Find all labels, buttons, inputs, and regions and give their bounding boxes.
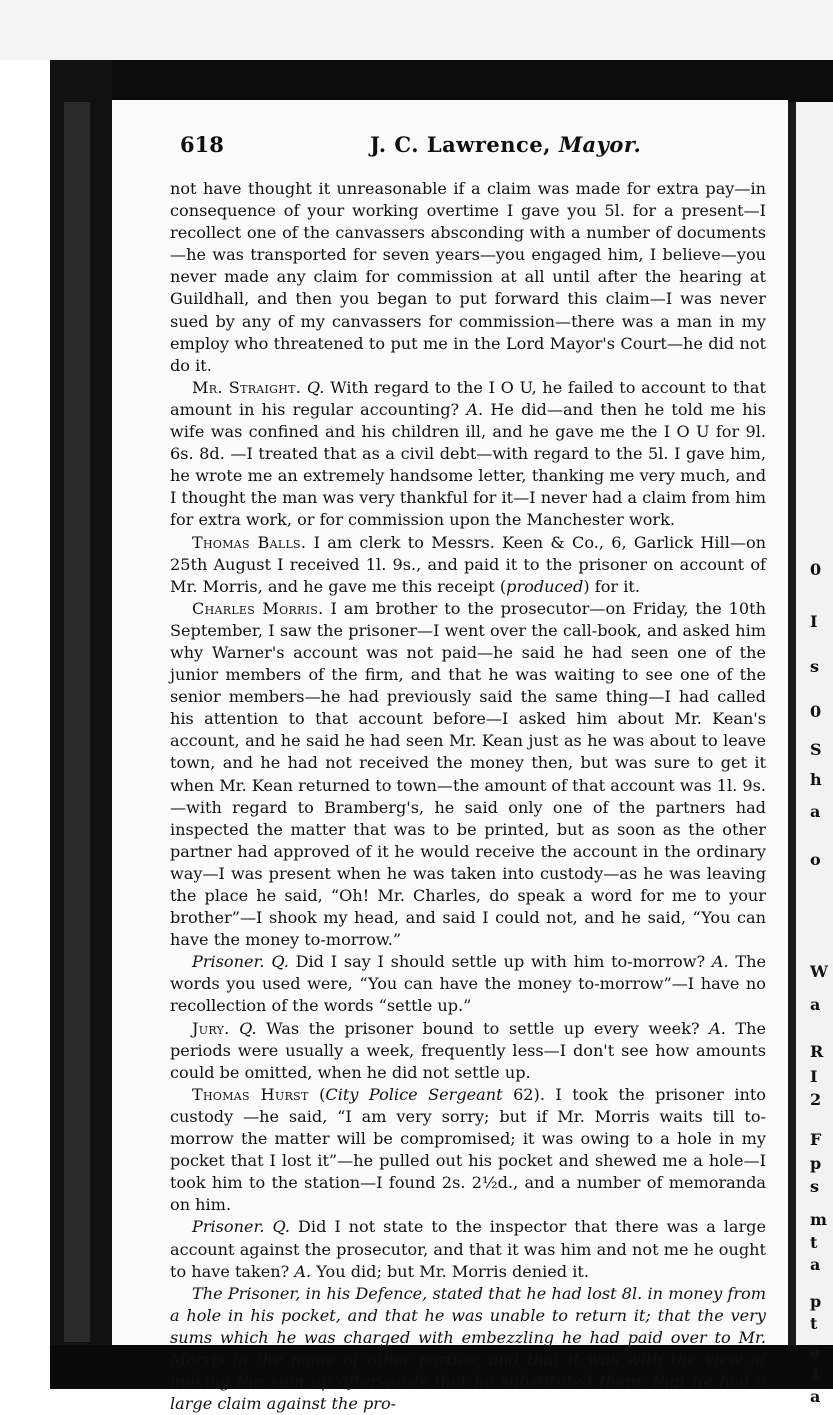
adjacent-page-char: a	[810, 802, 821, 821]
testimony-text: I am clerk to Messrs. Keen & Co., 6, Garlick Hill—on 25th August I received 1l. 9s., and paid it to the prisoner on account of Mr. Morris, and he gave me this receipt (	[170, 532, 767, 596]
badge-number: 62	[513, 1084, 534, 1104]
adjacent-page-char: t	[810, 1314, 818, 1333]
question-marker: Q.	[239, 1018, 257, 1038]
answer-marker: A.	[709, 1018, 726, 1038]
adjacent-page-char: I	[810, 1067, 818, 1086]
adjacent-page-char: p	[810, 1154, 822, 1173]
answer-text: The words you used were, “You can have the money to-morrow”—I have no recollection of the words “settle up.”	[170, 952, 767, 1016]
adjacent-page-char: 1	[810, 1364, 822, 1383]
question-marker: Q.	[272, 1217, 291, 1237]
adjacent-page-char: m	[810, 1210, 827, 1229]
adjacent-page-char: a	[810, 1387, 821, 1406]
running-title-name: J. C. Lawrence,	[370, 132, 551, 157]
scan-top-margin	[0, 0, 833, 60]
speaker-name: Mr. Straight.	[192, 377, 302, 397]
answer-text: He did—and then he told me his wife was confined and his children ill, and he gave me the I O U for 9l. 6s. 8d. —I treated that as a civil debt—with regard to the 5l. I gave him, he wrote me an extremely handsome letter, thanking me very much, and I thought the man was very thankful for it—I never had a claim from him for extra work, or for commission upon the Manchester work.	[170, 399, 767, 530]
adjacent-page-char: I	[810, 612, 818, 631]
adjacent-page-char: t	[810, 1233, 818, 1252]
adjacent-page-char: 0	[810, 560, 822, 579]
answer-marker: A.	[294, 1261, 312, 1281]
adjacent-page-char: s	[810, 1177, 820, 1196]
paragraph-4	[170, 598, 766, 952]
speaker-name: Charles Morris.	[192, 598, 324, 618]
speaker-name: Jury.	[192, 1018, 230, 1038]
answer-text: You did; but Mr. Morris denied it.	[316, 1261, 589, 1281]
question-text: Was the prisoner bound to settle up every week?	[266, 1018, 700, 1038]
speaker-name: Prisoner.	[192, 952, 265, 972]
question-text: Did I say I should settle up with him to-morrow?	[295, 952, 706, 972]
paragraph-6	[170, 1018, 766, 1084]
adjacent-page-char: h	[810, 770, 822, 789]
speaker-name: Prisoner.	[192, 1217, 265, 1237]
adjacent-page-char: a	[810, 1342, 821, 1361]
book-spine	[64, 102, 90, 1342]
adjacent-page-char: S	[810, 740, 822, 759]
answer-marker: A.	[466, 399, 484, 419]
adjacent-page-char: 0	[810, 702, 822, 721]
paragraph-3	[170, 532, 766, 598]
page-body	[170, 178, 766, 1415]
question-text: Did I not state to the inspector that there was a large account against the prosecutor, and that it was him and not me he ought to have taken?	[170, 1217, 767, 1281]
adjacent-page-char: a	[810, 995, 821, 1014]
adjacent-page-edge	[796, 102, 833, 1406]
adjacent-page-char: F	[810, 1130, 822, 1149]
scan-frame-top	[50, 60, 833, 102]
paragraph-7: Thomas Hurst (City Police Sergeant 62). I took the prisoner into custody —he said, “I am very sorry; but if Mr. Morris waits till to-morrow the matter will be compromised; it was owing to a hole in my pocket that I lost it”—he pulled out his pocket and shewed me a hole—I took him to the station—I found 2s. 2½d., and a number of memoranda on him.	[170, 1084, 766, 1215]
produced-note: produced	[506, 576, 584, 596]
paragraph-2	[170, 377, 766, 532]
adjacent-page-char: W	[810, 962, 828, 981]
paragraph-1: not have thought it unreasonable if a claim was made for extra pay—in consequence of your working overtime I gave you 5l. for a present—I recollect one of the canvassers absconding with a number of documents—he was transported for seven years—you engaged him, I believe—you never made any claim for commission at all until after the hearing at Guildhall, and then you began to put forward this claim—I was never sued by any of my canvassers for commission—there was a man in my employ who threatened to put me in the Lord Mayor's Court—he did not do it.	[170, 179, 766, 375]
paragraph-8	[170, 1216, 766, 1282]
speaker-name: Thomas Balls.	[192, 532, 307, 552]
running-title-office: Mayor.	[558, 132, 642, 157]
running-header	[180, 132, 780, 168]
adjacent-page-char: o	[810, 850, 821, 869]
testimony-text: I took the prisoner into custody —he said, “I am very sorry; but if Mr. Morris waits till to-morrow the matter will be compromised; it was owing to a hole in my pocket that I lost it”—he pulled out his pocket and shewed me a hole—I took him to the station—I found 2s. 2½d., and a number of memoranda on him.	[170, 1084, 766, 1215]
adjacent-page-char: a	[810, 1255, 821, 1274]
running-title	[370, 132, 641, 157]
adjacent-page-char: p	[810, 1292, 822, 1311]
adjacent-page-char: R	[810, 1042, 824, 1061]
speaker-name: Thomas Hurst	[192, 1084, 309, 1104]
question-text: With regard to the I O U, he failed to account to that amount in his regular accounting?	[170, 377, 766, 419]
question-marker: Q.	[306, 377, 325, 397]
answer-marker: A.	[711, 952, 729, 972]
page-number: 618	[180, 132, 224, 157]
adjacent-page-char: 2	[810, 1090, 822, 1109]
page-gutter	[788, 102, 796, 1345]
question-marker: Q.	[271, 952, 289, 972]
defence-statement: The Prisoner, in his Defence, stated that he had lost 8l. in money from a hole in his pocket, and that he was unable to return it; that the very sums which he was charged with embezzling he had paid over to Mr. Morris in the name of other parties; and that it was with the view of making the sum up afterwards that he substituted them; that he had a large claim against the pro-	[170, 1283, 766, 1414]
adjacent-page-char: s	[810, 657, 820, 676]
testimony-text: I am brother to the prosecutor—on Friday, the 10th September, I saw the prisoner—I went over the call-book, and asked him why Warner's account was not paid—he said he had seen one of the junior members of the firm, and that he was waiting to see one of the senior members—he had previously said the same thing—I had called his attention to that account before—I asked him about Mr. Kean's account, and he said he had seen Mr. Kean just as he was about to leave town, and he had not received the money then, but was sure to get it when Mr. Kean returned to town—the amount of that account was 1l. 9s.—with regard to Bramberg's, he said only one of the partners had inspected the matter that was to be printed, but as soon as the other partner had approved of it he would receive the account in the ordinary way—I was present when he was taken into custody—as he was leaving the place he said, “Oh! Mr. Charles, do speak a word for me to your brother”—I shook my head, and said I could not, and he said, “You can have the money to-morrow.”	[170, 598, 766, 950]
testimony-text-end: ) for it.	[583, 576, 640, 596]
answer-text: The periods were usually a week, frequently less—I don't see how amounts could be omitted, when he did not settle up.	[170, 1018, 766, 1082]
paragraph-5	[170, 951, 766, 1017]
speaker-role: City Police Sergeant	[325, 1084, 503, 1104]
